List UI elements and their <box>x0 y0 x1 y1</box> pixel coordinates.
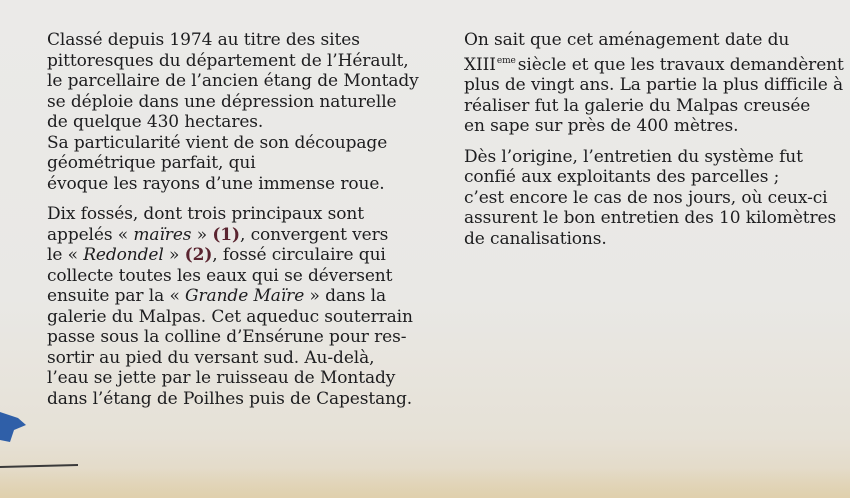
right-column <box>464 30 844 259</box>
text-line: sortir au pied du versant sud. Au-delà, <box>47 347 375 368</box>
text-segment: » dans la <box>304 286 387 306</box>
text-line: Dix fossés, dont trois principaux sont <box>47 204 364 224</box>
text-line: le parcellaire de l’ancien étang de Montady <box>47 71 419 91</box>
text-line: Sa particularité vient de son découpage <box>47 132 388 153</box>
text-line: On sait que cet aménagement date du <box>464 30 790 50</box>
text-line: se déploie dans une dépression naturelle <box>47 91 397 112</box>
text-line: évoque les rayons d’une immense roue. <box>47 173 385 194</box>
maintenance-paragraph <box>464 147 844 250</box>
text-segment: » <box>163 245 185 265</box>
text-line: assurent le bon entretien des 10 kilomètres <box>464 208 837 228</box>
text-segment: ensuite par la « <box>47 286 186 306</box>
text-segment: , fossé circulaire qui <box>212 245 386 265</box>
text-line: géométrique parfait, qui <box>47 153 256 173</box>
text-line: dans l’étang de Poilhes puis de Capestang. <box>47 388 413 409</box>
intro-paragraph <box>47 30 447 194</box>
sand-background <box>0 468 850 498</box>
text-line: Classé depuis 1974 au titre des sites <box>47 30 360 50</box>
drainage-paragraph <box>47 204 447 409</box>
superscript-ordinal: eme <box>496 55 516 66</box>
text-line <box>47 225 447 246</box>
text-line: passe sous la colline d’Ensérune pour res- <box>47 327 407 347</box>
text-segment: le « <box>47 245 84 265</box>
italic-term: Grande Maïre <box>185 286 305 306</box>
text-line <box>464 51 844 76</box>
italic-term: maïres <box>133 224 192 245</box>
text-line <box>47 286 447 307</box>
text-line: Dès l’origine, l’entretien du système fut <box>464 146 803 167</box>
text-segment: » <box>191 224 213 245</box>
reference-marker: (2) <box>184 245 213 265</box>
text-line: galerie du Malpas. Cet aqueduc souterrain <box>47 306 413 327</box>
text-line: confié aux exploitants des parcelles ; <box>464 167 780 187</box>
text-line: en sape sur près de 400 mètres. <box>464 116 739 136</box>
history-paragraph <box>464 30 844 137</box>
text-line: de canalisations. <box>464 228 607 249</box>
text-segment: appelés « <box>47 224 134 245</box>
text-line: l’eau se jette par le ruisseau de Montady <box>47 368 396 388</box>
text-line: c’est encore le cas de nos jours, où ceux-ci <box>464 187 828 208</box>
text-line: réaliser fut la galerie du Malpas creusée <box>464 95 811 116</box>
text-segment: , convergent vers <box>239 224 389 245</box>
text-line: collecte toutes les eaux qui se déversent <box>47 265 393 286</box>
text-line: pittoresques du département de l’Hérault, <box>47 50 409 71</box>
italic-term: Redondel <box>83 245 164 265</box>
text-line <box>47 245 447 266</box>
century-numeral: XIII <box>464 54 496 75</box>
left-column <box>47 30 447 419</box>
blue-arrow-marker-icon <box>0 406 26 444</box>
text-line: plus de vingt ans. La partie la plus difficile à <box>464 75 844 95</box>
reference-marker: (1) <box>212 224 240 245</box>
text-line: de quelque 430 hectares. <box>47 112 264 132</box>
text-segment: siècle et que les travaux demandèrent <box>517 54 844 75</box>
